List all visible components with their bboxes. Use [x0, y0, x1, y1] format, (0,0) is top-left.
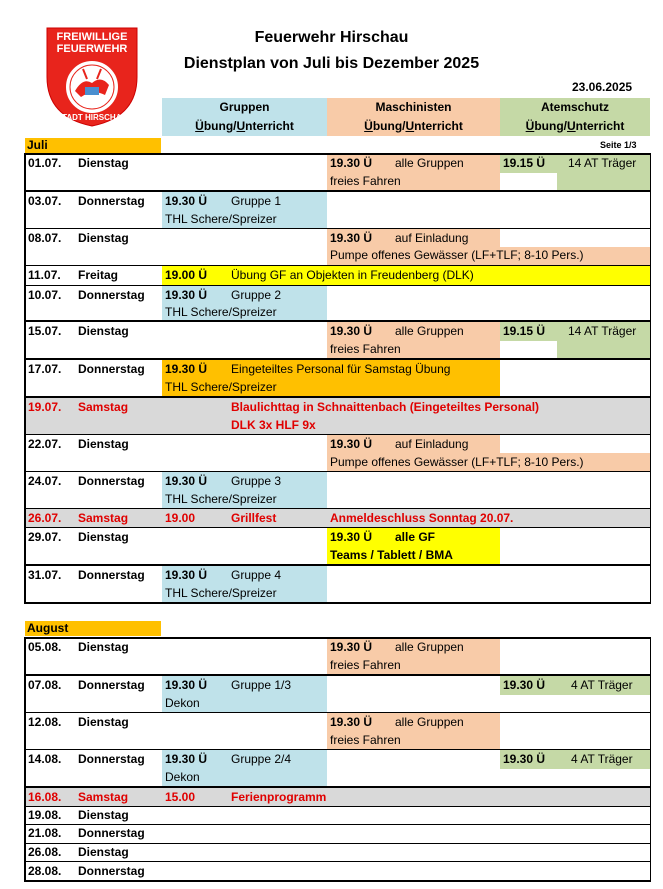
table-border — [650, 153, 651, 604]
row-divider — [24, 265, 651, 266]
row-day: Dienstag — [78, 156, 129, 170]
row-day: Donnerstag — [78, 826, 145, 840]
time-label: 19.30 Ü — [165, 752, 208, 766]
row-date: 01.07. — [28, 156, 62, 170]
row-divider — [24, 527, 651, 528]
row-day: Samstag — [78, 511, 129, 525]
row-day: Samstag — [78, 790, 129, 804]
event-text: Blaulichttag in Schnaittenbach (Eingeteiltes Personal) — [231, 400, 540, 414]
table-border — [24, 602, 651, 604]
row-date: 26.07. — [28, 511, 62, 525]
page-title: Dienstplan von Juli bis Dezember 2025 — [183, 55, 480, 72]
row-day: Dienstag — [78, 640, 129, 654]
time-label: 19.30 Ü — [165, 362, 208, 376]
row-date: 17.07. — [28, 362, 62, 376]
row-date: 22.07. — [28, 437, 62, 451]
time-label: 19.30 Ü — [503, 752, 546, 766]
entry-subtext: Pumpe offenes Gewässer (LF+TLF; 8-10 Pers.) — [330, 455, 584, 469]
column-header-maschinisten: Maschinisten Übung/Unterricht — [327, 98, 500, 136]
entry-subtext: THL Schere/Spreizer — [165, 586, 277, 600]
entry-text: alle Gruppen — [395, 324, 464, 338]
entry-subtext: THL Schere/Spreizer — [165, 380, 277, 394]
row-divider — [24, 190, 651, 192]
row-date: 07.08. — [28, 678, 62, 692]
row-date: 14.08. — [28, 752, 62, 766]
entry-text: Gruppe 2 — [231, 288, 282, 302]
row-day: Dienstag — [78, 324, 129, 338]
entry-text: auf Einladung — [395, 437, 469, 451]
event-note: Anmeldeschluss Sonntag 20.07. — [330, 511, 514, 525]
row-divider — [24, 712, 651, 713]
time-label: 19.30 Ü — [165, 678, 208, 692]
time-label: 19.30 Ü — [165, 474, 208, 488]
entry-text: Gruppe 4 — [231, 568, 282, 582]
time-label: 19.00 Ü — [165, 268, 208, 282]
row-date: 12.08. — [28, 715, 62, 729]
row-divider — [24, 320, 651, 322]
table-border — [24, 637, 651, 639]
row-divider — [24, 843, 651, 844]
entry-text: alle Gruppen — [395, 156, 464, 170]
entry-text: Gruppe 2/4 — [231, 752, 292, 766]
row-date: 19.07. — [28, 400, 62, 414]
entry-subtext: Dekon — [165, 770, 200, 784]
time-label: 19.15 Ü — [503, 324, 546, 338]
time-label: 19.30 Ü — [330, 156, 373, 170]
time-label: 19.30 Ü — [330, 231, 373, 245]
row-date: 05.08. — [28, 640, 62, 654]
row-day: Dienstag — [78, 845, 129, 859]
entry-subtext: Pumpe offenes Gewässer (LF+TLF; 8-10 Pers.) — [330, 248, 584, 262]
row-day: Donnerstag — [78, 752, 145, 766]
row-date: 21.08. — [28, 826, 62, 840]
row-divider — [24, 508, 651, 509]
row-date: 28.08. — [28, 864, 62, 878]
entry-text: alle Gruppen — [395, 715, 464, 729]
row-divider — [24, 285, 651, 286]
row-date: 10.07. — [28, 288, 62, 302]
row-divider — [24, 674, 651, 676]
row-date: 15.07. — [28, 324, 62, 338]
row-day: Samstag — [78, 400, 129, 414]
time-label: 19.30 Ü — [330, 715, 373, 729]
entry-text: Eingeteiltes Personal für Samstag Übung — [231, 362, 451, 376]
table-border — [24, 637, 26, 882]
row-day: Dienstag — [78, 715, 129, 729]
table-border — [650, 637, 651, 882]
row-day: Dienstag — [78, 437, 129, 451]
row-day: Donnerstag — [78, 474, 145, 488]
table-border — [24, 153, 651, 155]
time-label: 19.30 Ü — [330, 324, 373, 338]
time-label: 19.30 Ü — [165, 288, 208, 302]
row-divider — [24, 564, 651, 566]
row-day: Dienstag — [78, 808, 129, 822]
entry-subtext: freies Fahren — [330, 733, 401, 747]
logo-text-line1: FREIWILLIGE — [56, 31, 128, 43]
time-label: 19.30 Ü — [165, 194, 208, 208]
entry-text: 4 AT Träger — [571, 752, 633, 766]
column-header-atemschutz: Atemschutz Übung/Unterricht — [500, 98, 650, 136]
entry-text: 4 AT Träger — [571, 678, 633, 692]
row-day: Donnerstag — [78, 288, 145, 302]
row-divider — [24, 806, 651, 807]
row-date: 16.08. — [28, 790, 62, 804]
row-day: Dienstag — [78, 231, 129, 245]
row-day: Freitag — [78, 268, 119, 282]
month-label-august: August — [25, 621, 161, 636]
event-text: Ferienprogramm — [231, 790, 327, 804]
row-date: 26.08. — [28, 845, 62, 859]
plan-date: 23.06.2025 — [572, 80, 633, 94]
row-day: Dienstag — [78, 530, 129, 544]
time-label: 19.30 Ü — [503, 678, 546, 692]
event-time: 19.00 — [165, 511, 196, 525]
time-label: 19.30 Ü — [330, 530, 373, 544]
entry-text: alle GF — [395, 530, 436, 544]
logo-text-line2: FEUERWEHR — [56, 43, 128, 55]
entry-text: auf Einladung — [395, 231, 469, 245]
row-divider — [24, 434, 651, 435]
entry-subtext: freies Fahren — [330, 658, 401, 672]
entry-text: 14 AT Träger — [568, 324, 637, 338]
row-divider — [24, 861, 651, 862]
row-day: Donnerstag — [78, 568, 145, 582]
logo-ring-text: STADT HIRSCHAU — [56, 113, 128, 122]
entry-subtext: freies Fahren — [330, 342, 401, 356]
row-date: 08.07. — [28, 231, 62, 245]
month-label-juli: Juli — [25, 138, 161, 153]
entry-subtext: THL Schere/Spreizer — [165, 305, 277, 319]
entry-subtext: THL Schere/Spreizer — [165, 492, 277, 506]
org-title: Feuerwehr Hirschau — [254, 29, 409, 46]
entry-subtext: Teams / Tablett / BMA — [330, 548, 453, 562]
table-border — [24, 153, 26, 604]
row-date: 03.07. — [28, 194, 62, 208]
column-header-gruppen: Gruppen Übung/Unterricht — [162, 98, 327, 136]
event-text: Grillfest — [231, 511, 277, 525]
row-date: 31.07. — [28, 568, 62, 582]
table-border — [24, 880, 651, 882]
entry-text: Gruppe 3 — [231, 474, 282, 488]
event-time: 15.00 — [165, 790, 196, 804]
row-date: 19.08. — [28, 808, 62, 822]
row-divider — [24, 786, 651, 788]
time-label: 19.15 Ü — [503, 156, 546, 170]
entry-text: Übung GF an Objekten in Freudenberg (DLK) — [231, 268, 474, 282]
entry-subtext: THL Schere/Spreizer — [165, 212, 277, 226]
entry-text: alle Gruppen — [395, 640, 464, 654]
time-label: 19.30 Ü — [330, 437, 373, 451]
row-date: 11.07. — [28, 268, 61, 282]
row-date: 29.07. — [28, 530, 62, 544]
entry-subtext: Dekon — [165, 696, 200, 710]
row-divider — [24, 471, 651, 472]
row-day: Donnerstag — [78, 194, 145, 208]
row-divider — [24, 824, 651, 825]
entry-text: Gruppe 1/3 — [231, 678, 292, 692]
entry-text: Gruppe 1 — [231, 194, 282, 208]
event-subtext: DLK 3x HLF 9x — [231, 418, 316, 432]
page-number: Seite 1/3 — [600, 140, 637, 150]
row-divider — [24, 358, 651, 360]
time-label: 19.30 Ü — [330, 640, 373, 654]
row-date: 24.07. — [28, 474, 62, 488]
entry-subtext: freies Fahren — [330, 174, 401, 188]
row-day: Donnerstag — [78, 362, 145, 376]
row-divider — [24, 228, 651, 229]
entry-text: 14 AT Träger — [568, 156, 637, 170]
row-day: Donnerstag — [78, 864, 145, 878]
time-label: 19.30 Ü — [165, 568, 208, 582]
row-day: Donnerstag — [78, 678, 145, 692]
row-divider — [24, 396, 651, 398]
row-divider — [24, 749, 651, 750]
